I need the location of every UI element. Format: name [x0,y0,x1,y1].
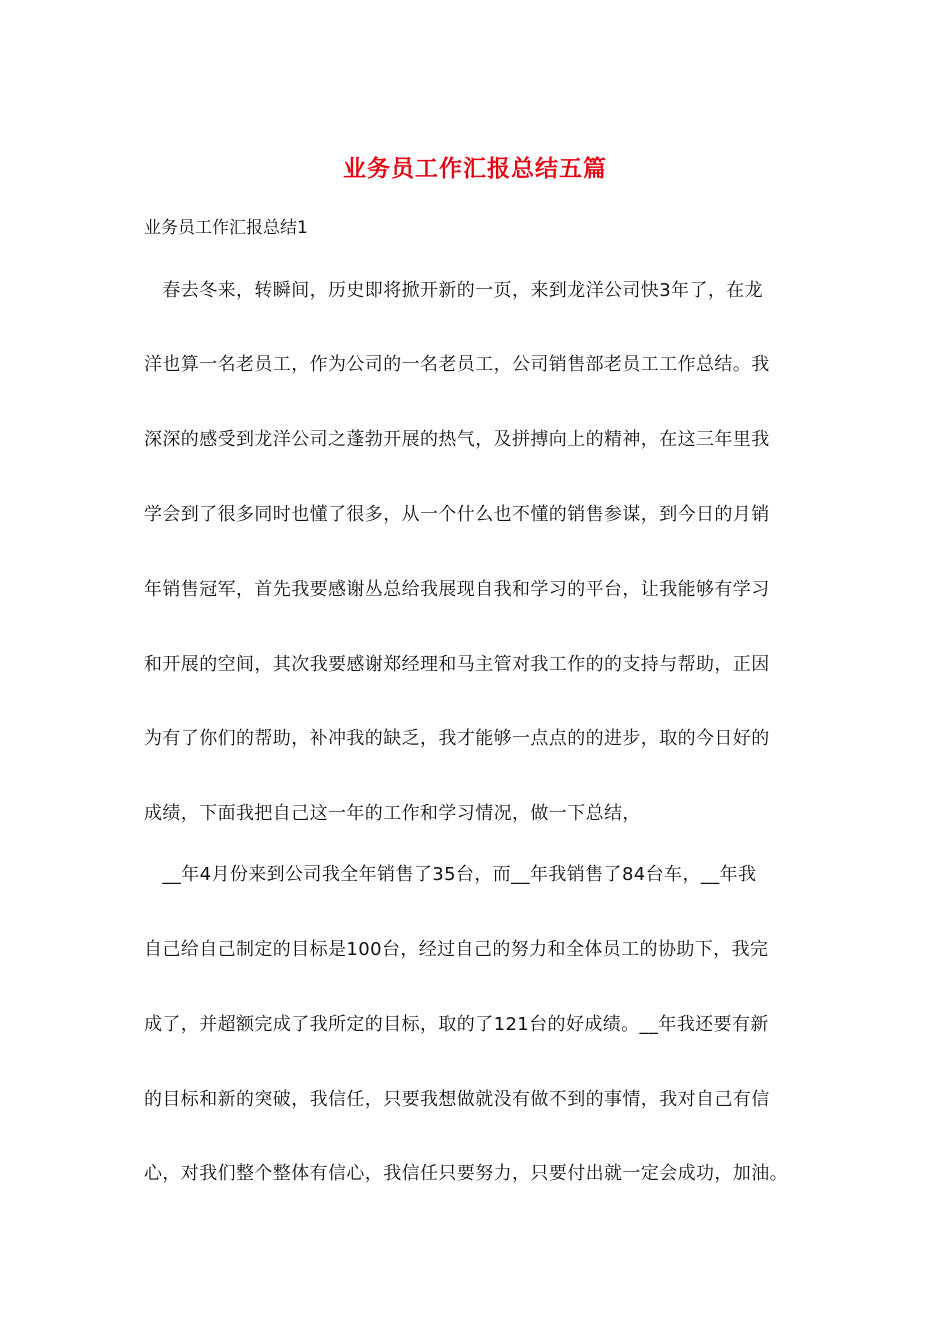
paragraph-line: 年销售冠军，首先我要感谢丛总给我展现自我和学习的平台，让我能够有学习 [144,579,770,600]
paragraph-line: 自己给自己制定的目标是100台，经过自己的努力和全体员工的协助下，我完 [144,939,769,960]
paragraph-line: 为有了你们的帮助，补冲我的缺乏，我才能够一点点的的进步，取的今日好的 [144,728,770,749]
document-title: 业务员工作汇报总结五篇 [343,156,607,182]
paragraph-line: 成了，并超额完成了我所定的目标，取的了121台的好成绩。__年我还要有新 [144,1014,769,1035]
section-heading: 业务员工作汇报总结1 [144,218,308,238]
paragraph-line: 学会到了很多同时也懂了很多，从一个什么也不懂的销售参谋，到今日的月销 [144,504,770,525]
paragraph-line: 洋也算一名老员工，作为公司的一名老员工，公司销售部老员工工作总结。我 [144,354,770,375]
paragraph-line: 心，对我们整个整体有信心，我信任只要努力，只要付出就一定会成功，加油。 [144,1163,788,1184]
paragraph-line: 成绩，下面我把自己这一年的工作和学习情况，做一下总结， [144,803,641,824]
paragraph-line: __年4月份来到公司我全年销售了35台，而__年我销售了84台车，__年我 [144,864,757,885]
paragraph-line: 的目标和新的突破，我信任，只要我想做就没有做不到的事情，我对自己有信 [144,1089,770,1110]
paragraph-line: 和开展的空间，其次我要感谢郑经理和马主管对我工作的的支持与帮助，正因 [144,654,770,675]
paragraph-line: 春去冬来，转瞬间，历史即将掀开新的一页，来到龙洋公司快3年了，在龙 [144,280,764,301]
paragraph-line: 深深的感受到龙洋公司之蓬勃开展的热气，及拼搏向上的精神，在这三年里我 [144,429,770,450]
